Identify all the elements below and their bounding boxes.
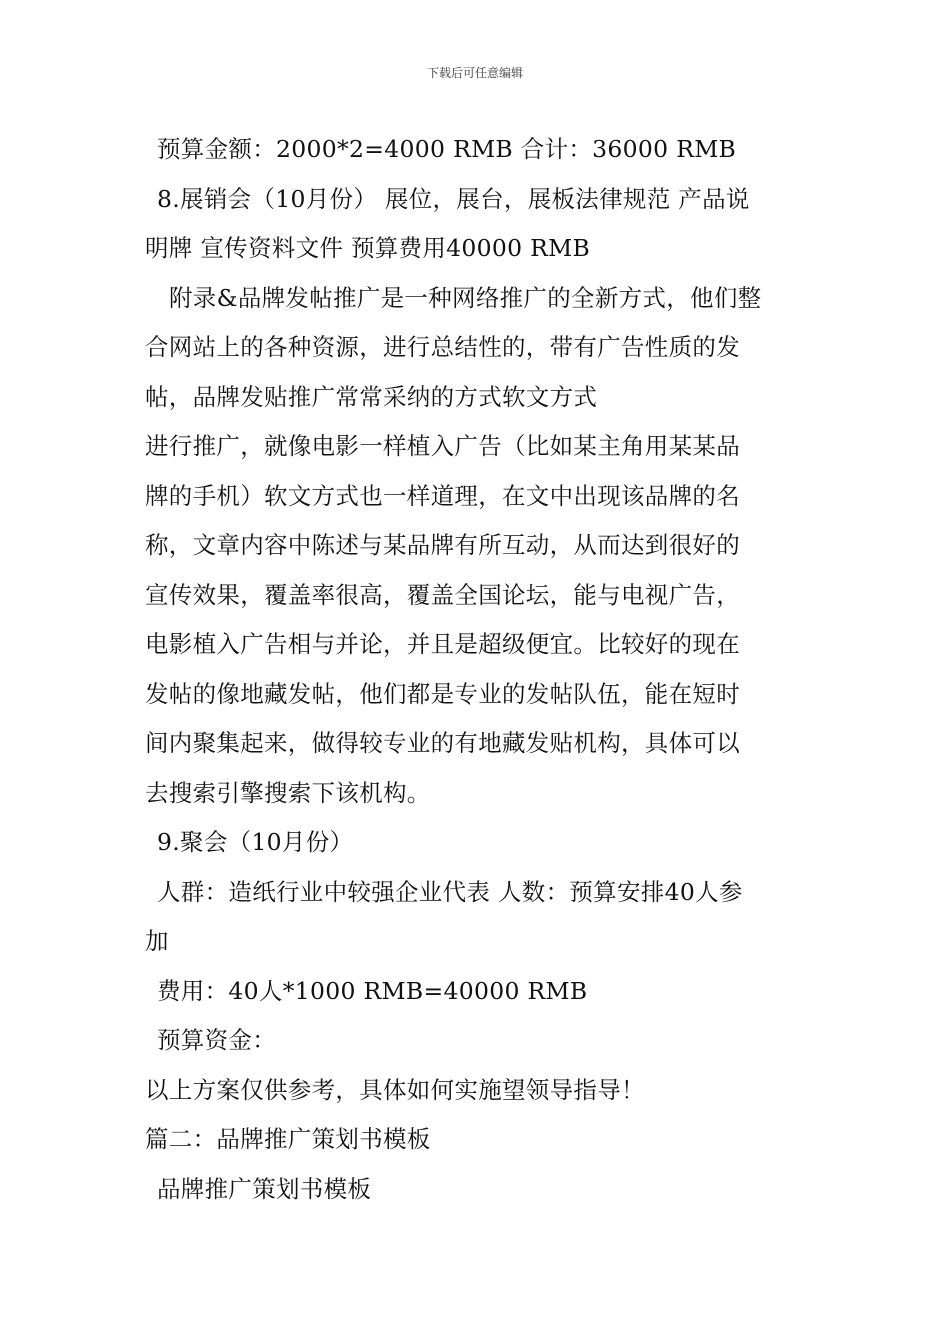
- appendix-paragraph-line: 帖，品牌发贴推广常常采纳的方式软文方式: [145, 382, 598, 411]
- item9-people-line: 加: [145, 927, 169, 955]
- appendix-paragraph-line: 合网站上的各种资源，进行总结性的，带有广告性质的发: [145, 333, 740, 361]
- document-body: [145, 125, 820, 1214]
- page-header: 下载后可任意编辑: [426, 66, 523, 80]
- appendix-paragraph-line: 称，文章内容中陈述与某品牌有所互动，从而达到很好的: [145, 531, 740, 559]
- item9-people-line: 人群：造纸行业中较强企业代表 人数：预算安排40人参: [157, 877, 743, 906]
- appendix-paragraph-line: 附录&品牌发帖推广是一种网络推广的全新方式，他们整: [169, 283, 762, 312]
- appendix-paragraph-line: 宣传效果，覆盖率很高，覆盖全国论坛，能与电视广告，: [145, 580, 740, 609]
- item8-line: 8.展销会（10月份） 展位，展台，展板法律规范 产品说: [157, 184, 750, 213]
- part2-heading: 篇二：品牌推广策划书模板: [145, 1125, 431, 1153]
- appendix-paragraph-line: 牌的手机）软文方式也一样道理，在文中出现该品牌的名: [145, 481, 740, 510]
- appendix-paragraph-line: 电影植入广告相与并论，并且是超级便宜。比较好的现在: [145, 630, 740, 658]
- item9-cost-line: 费用：40人*1000 RMB=40000 RMB: [157, 976, 588, 1005]
- item8-line: 明牌 宣传资料文件 预算费用40000 RMB: [145, 234, 591, 262]
- item9-budget-line: 预算资金：: [157, 1026, 276, 1054]
- budget-amount-line: 预算金额：2000*2=4000 RMB 合计：36000 RMB: [157, 135, 737, 163]
- part2-title: 品牌推广策划书模板: [157, 1174, 372, 1203]
- appendix-paragraph-line: 间内聚集起来，做得较专业的有地藏发贴机构，具体可以: [145, 729, 740, 757]
- appendix-paragraph-line: 进行推广，就像电影一样植入广告（比如某主角用某某品: [145, 432, 740, 460]
- closing-note: 以上方案仅供参考，具体如何实施望领导指导！: [145, 1075, 645, 1104]
- item9-title: 9.聚会（10月份）: [157, 828, 354, 856]
- appendix-paragraph-line: 去搜索引擎搜索下该机构。: [145, 778, 431, 807]
- appendix-paragraph-line: 发帖的像地藏发帖，他们都是专业的发帖队伍，能在短时: [145, 679, 740, 708]
